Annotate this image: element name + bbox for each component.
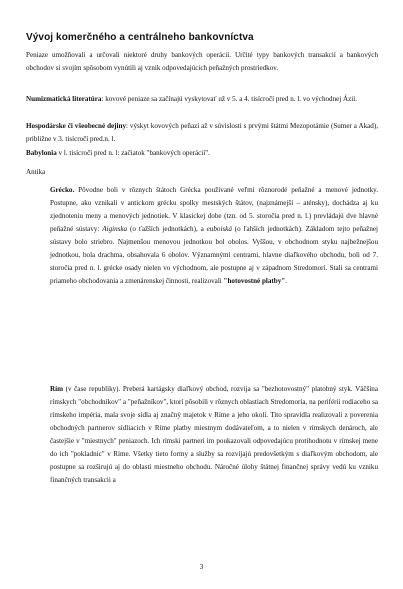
babylonia-text: v l. tisícročí pred n. l: začiatok "bankových operácií". <box>56 149 210 157</box>
numizmatika-text: : kovové peniaze sa začínajú vyskytovať už v 5. a 4. tisícročí pred n. l. vo východnej Ázii. <box>101 95 358 103</box>
numizmatika-label: Numizmatická literatúra <box>26 95 102 103</box>
grecko-text-2: (o ťažších jednotkách), a <box>127 225 207 233</box>
section-heading-antika: Antika <box>26 168 46 176</box>
rim-text: (v čase republiky). Preberá kartágsky diaľkový obchod, rozvija sa "bezhotovostný" platobný styk. Väčšina rímskych "obchodníkov" a "peňažníkov", ktorí pôsobili v rôznych oblastiach Stredomoria, na periférii rodiaceho sa rímskeho impéria, mala svoje sídla aj značný majetok v Ríme a jeho okolí. Tito spravidla realizovali z poverenia obchodných partnerov sídliacich v Ríme platby miestnym dodávateľom, a to nielen v rímskych denároch, ale častejšie v "miestnych" peniazoch. Ich rímski partneri im poukazovali odpovedajúcu protihodnotu v rímskej mene do ich "pokladnic" v Ríme. Všetky tieto formy a služby sa rozvíjajú predovšetkým s diaľkovým obchodom, ale postupne sa rozširujú aj do oblasti miestneho obchodu. Náročné úlohy štátnej finančnej správy vedú ku vzniku finančných transakcii a <box>50 385 378 484</box>
grecko-text-4: . <box>285 277 288 285</box>
grecko-label: Grécko. <box>50 186 75 194</box>
grecko-text-3: (o ľahších jednotkách). Základom tejto peňažnej sústavy bolo striebro. Najmenšou menovou jednotkou bol obolos. Vyššou, v obchodnom styku najbežnejšou jednotkou, bola drachma, obsahovala 6 obolov. Významnými centrami, hlavne diaľkového obchodu, boli od 7. storočia pred n. l. grécke osady nielen vo východnom, ale postupne aj v západnom Stredomorí. Stali sa centrami priameho obchodovania a zmenárenskej činnosti, realizovali <box>50 225 378 285</box>
euboiska-term: euboiská <box>206 225 232 233</box>
hospodarske-text: : výskyt kovových peňazí až v súvislosti s prvými štátmi Mezopotámie (Sumer a Akad), približne v 3. tisícročí pred.n. l. <box>26 122 378 143</box>
intro-paragraph: Peniaze umožňovali a určovali niektoré druhy bankových operácií. Určité typy bankových transakcií a bankových obchodov si svojím spôsobom vynútili aj vznik odpovedajúcich peňažných prostriedkov. <box>26 51 378 72</box>
babylonia-label: Babylonia <box>26 149 57 157</box>
hotovostne-platby: "hotovostné platby" <box>223 277 286 285</box>
hospodarske-paragraph <box>26 120 378 146</box>
page-title: Vývoj komerčného a centrálneho bankovníctva <box>26 32 254 43</box>
aiginska-term: Aiginska <box>102 225 128 233</box>
grecko-paragraph <box>50 184 378 288</box>
rim-label: Rím <box>50 385 64 393</box>
babylonia-paragraph <box>26 147 378 160</box>
rim-paragraph <box>50 383 378 487</box>
page-number: 3 <box>199 562 204 571</box>
hospodarske-label: Hospodárske či všeobecné dejiny <box>26 122 127 130</box>
grecko-text-1: Pôvodne boli v rôznych štátoch Grécka používané veľmi rôznorodé peňažné a menové jednotky. Postupne, ako vznikali v antickom grécku spolky mestských štátov, (najznámejší – aténsky), dochádza aj ku zjednoteniu meny a menových jednotiek. V klasickej dobe (tzn. od 5. storočia pred n. l.) prevládajú dve hlavné peňažné sústavy: <box>50 186 378 233</box>
numizmatika-paragraph <box>26 93 378 106</box>
